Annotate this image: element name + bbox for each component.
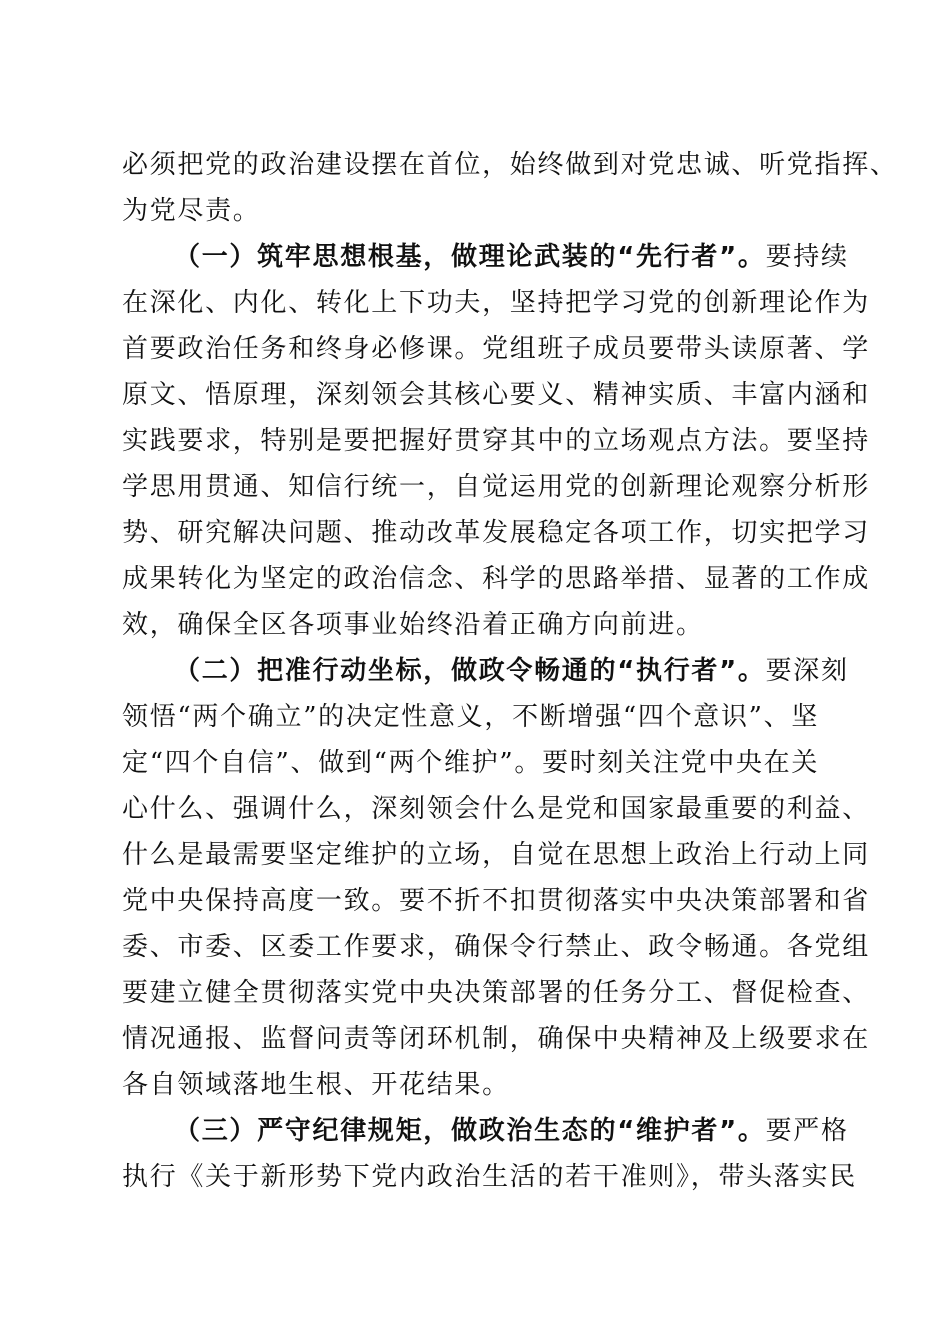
section-1-first-line xyxy=(174,233,894,281)
section-1-heading: （一）筑牢思想根基，做理论武装的“先行者”。 xyxy=(174,242,766,272)
section-2-lead: 要深刻 xyxy=(765,656,849,686)
text-line: 实践要求，特别是要把握好贯穿其中的立场观点方法。要坚持 xyxy=(122,426,870,456)
text-line: 学思用贯通、知信行统一，自觉运用党的创新理论观察分析形 xyxy=(122,472,870,502)
section-2-heading: （二）把准行动坐标，做政令畅通的“执行者”。 xyxy=(174,656,766,686)
text-line: 在深化、内化、转化上下功夫，坚持把学习党的创新理论作为 xyxy=(122,288,870,318)
text-line: 效，确保全区各项事业始终沿着正确方向前进。 xyxy=(122,610,704,640)
text-line: 执行《关于新形势下党内政治生活的若干准则》，带头落实民 xyxy=(122,1162,857,1192)
section-3-lead: 要严格 xyxy=(765,1116,849,1146)
text-line: 心什么、强调什么，深刻领会什么是党和国家最重要的利益、 xyxy=(122,794,870,824)
section-3-first-line xyxy=(174,1107,894,1155)
text-line: 要建立健全贯彻落实党中央决策部署的任务分工、督促检查、 xyxy=(122,978,870,1008)
text-line: 必须把党的政治建设摆在首位，始终做到对党忠诚、听党指挥、 xyxy=(122,150,898,180)
text-line: 委、市委、区委工作要求，确保令行禁止、政令畅通。各党组 xyxy=(122,932,870,962)
text-line: 为党尽责。 xyxy=(122,196,261,226)
text-line: 情况通报、监督问责等闭环机制，确保中央精神及上级要求在 xyxy=(122,1024,870,1054)
section-2-first-line xyxy=(174,647,894,695)
text-line: 领悟“两个确立”的决定性意义，不断增强“四个意识”、坚 xyxy=(122,702,820,732)
text-line: 首要政治任务和终身必修课。党组班子成员要带头读原著、学 xyxy=(122,334,870,364)
text-line: 什么是最需要坚定维护的立场，自觉在思想上政治上行动上同 xyxy=(122,840,870,870)
text-line: 党中央保持高度一致。要不折不扣贯彻落实中央决策部署和省 xyxy=(122,886,870,916)
text-line: 势、研究解决问题、推动改革发展稳定各项工作，切实把学习 xyxy=(122,518,870,548)
section-3-heading: （三）严守纪律规矩，做政治生态的“维护者”。 xyxy=(174,1116,766,1146)
text-line: 各自领域落地生根、开花结果。 xyxy=(122,1070,510,1100)
text-line: 原文、悟原理，深刻领会其核心要义、精神实质、丰富内涵和 xyxy=(122,380,870,410)
text-line: 定“四个自信”、做到“两个维护”。要时刻关注党中央在关 xyxy=(122,748,820,778)
section-1-lead: 要持续 xyxy=(765,242,849,272)
text-line: 成果转化为坚定的政治信念、科学的思路举措、显著的工作成 xyxy=(122,564,870,594)
